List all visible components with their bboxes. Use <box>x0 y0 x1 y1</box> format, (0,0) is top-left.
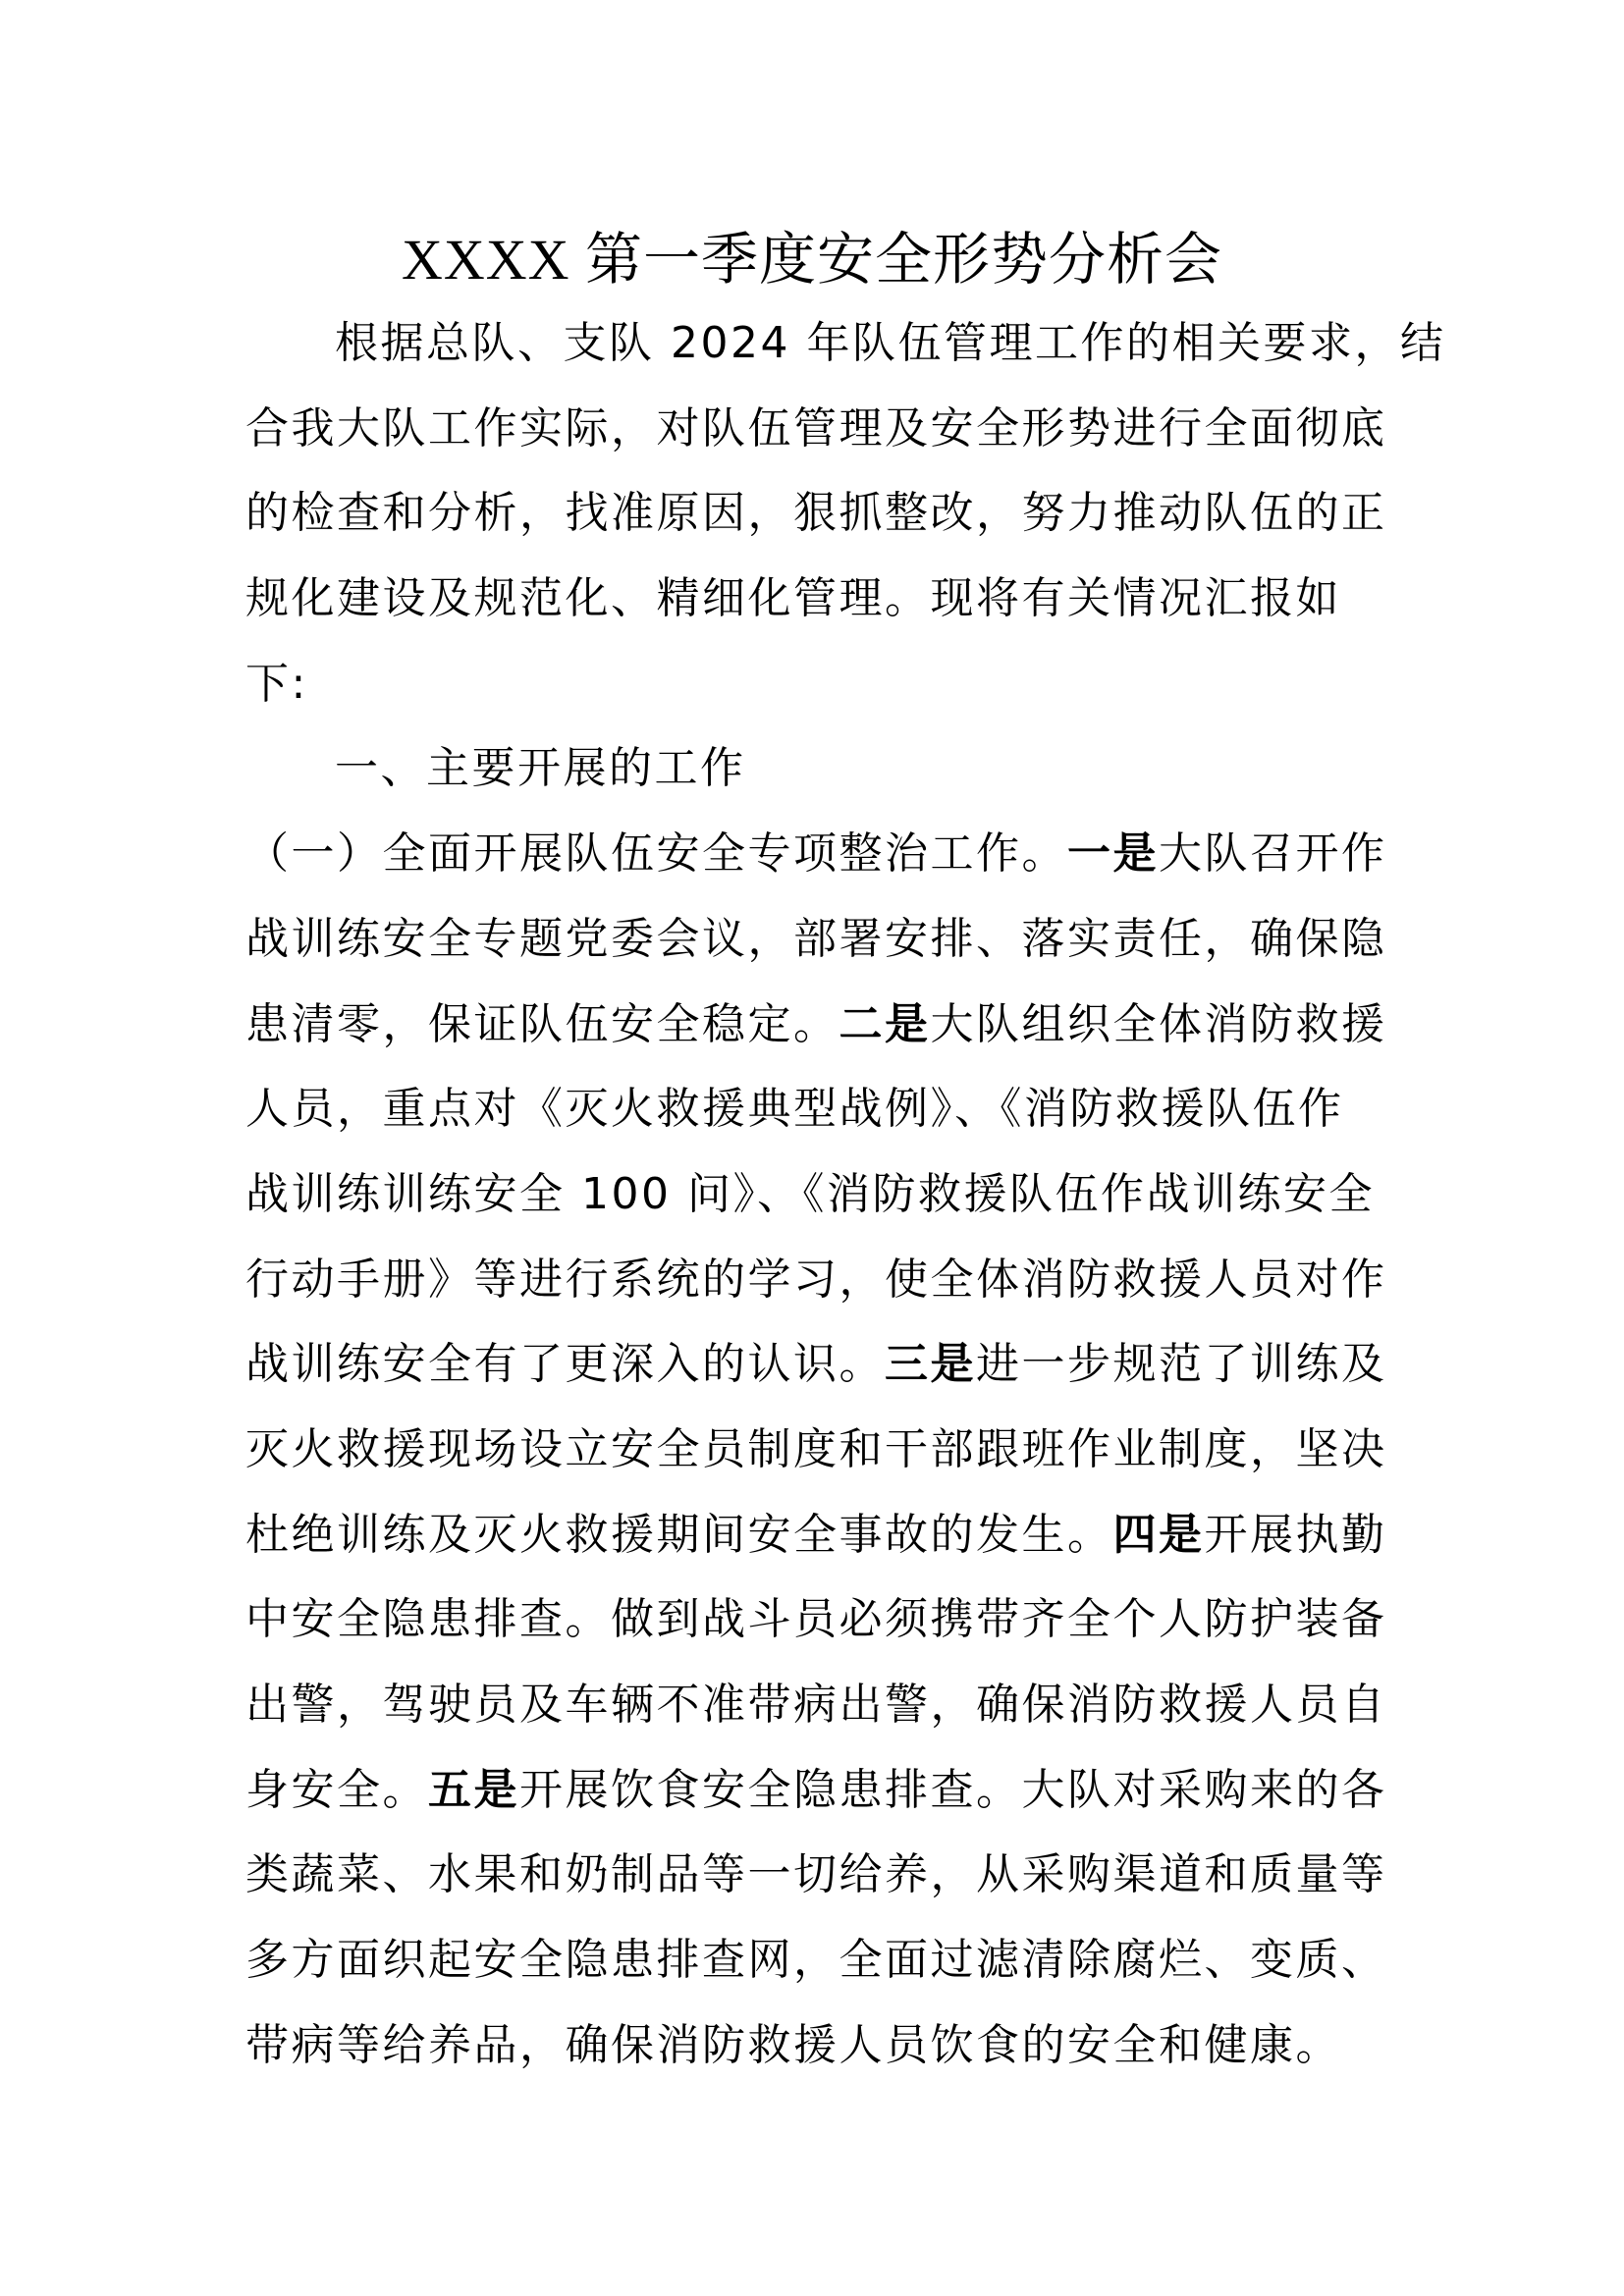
line-text: 患清零，保证队伍安全稳定。 <box>245 998 839 1049</box>
document-line <box>245 1748 1394 1834</box>
line-text: 大队组织全体消防救援 <box>930 998 1387 1049</box>
document-line: 多方面织起安全隐患排查网，全面过滤清除腐烂、变质、 <box>245 1935 1387 1986</box>
document-line <box>245 1493 1394 1578</box>
line-text: 大队召开作 <box>1159 828 1387 880</box>
document-line: 类蔬菜、水果和奶制品等一切给养，从采购渠道和质量等 <box>245 1849 1387 1900</box>
emphasis-text: 二是 <box>839 998 931 1049</box>
document-body <box>245 301 1446 2088</box>
document-line: 的检查和分析，找准原因，狠抓整改，努力推动队伍的正 <box>245 488 1387 539</box>
document-line: 人员，重点对《灭火救援典型战例》、《消防救援队伍作 <box>245 1084 1344 1135</box>
line-text: （一）全面开展队伍安全专项整治工作。 <box>245 828 1067 880</box>
document-line: 根据总队、支队 2024 年队伍管理工作的相关要求，结 <box>335 318 1446 368</box>
emphasis-text: 一是 <box>1067 828 1159 880</box>
line-text: 开展饮食安全隐患排查。大队对采购来的各 <box>519 1764 1387 1815</box>
emphasis-text: 三是 <box>885 1339 976 1390</box>
document-line: 灭火救援现场设立安全员制度和干部跟班作业制度，坚决 <box>245 1423 1387 1474</box>
document-line <box>245 1322 1394 1408</box>
emphasis-text: 四是 <box>1112 1509 1205 1560</box>
document-line <box>245 983 1394 1068</box>
emphasis-text: 五是 <box>428 1764 519 1815</box>
document-line: 合我大队工作实际，对队伍管理及安全形势进行全面彻底 <box>245 402 1387 454</box>
line-text: 开展执勤 <box>1204 1509 1387 1560</box>
document-line <box>245 812 1394 897</box>
document-title: XXXX 第一季度安全形势分析会 <box>401 228 1223 292</box>
subsection-paragraph <box>245 812 1394 2088</box>
document-line: 行动手册》等进行系统的学习，使全体消防救援人员对作 <box>245 1254 1387 1305</box>
line-text: 进一步规范了训练及 <box>976 1339 1387 1390</box>
section-heading: 一、主要开展的工作 <box>335 743 746 794</box>
document-line: 带病等给养品，确保消防救援人员饮食的安全和健康。 <box>245 2019 1341 2070</box>
document-line: 规化建设及规范化、精细化管理。现将有关情况汇报如 <box>245 573 1341 624</box>
document-line: 出警，驾驶员及车辆不准带病出警，确保消防救援人员自 <box>245 1680 1387 1730</box>
document-line: 战训练训练安全 100 问》、《消防救援队伍作战训练安全 <box>245 1168 1375 1219</box>
document-line: 战训练安全专题党委会议，部署安排、落实责任，确保隐 <box>245 913 1387 964</box>
line-text: 杜绝训练及灭火救援期间安全事故的发生。 <box>245 1509 1113 1560</box>
document-line: 中安全隐患排查。做到战斗员必须携带齐全个人防护装备 <box>245 1594 1387 1645</box>
line-text: 身安全。 <box>245 1764 428 1815</box>
intro-paragraph <box>245 301 1446 726</box>
document-line: 下: <box>245 658 308 709</box>
line-text: 战训练安全有了更深入的认识。 <box>245 1339 885 1390</box>
